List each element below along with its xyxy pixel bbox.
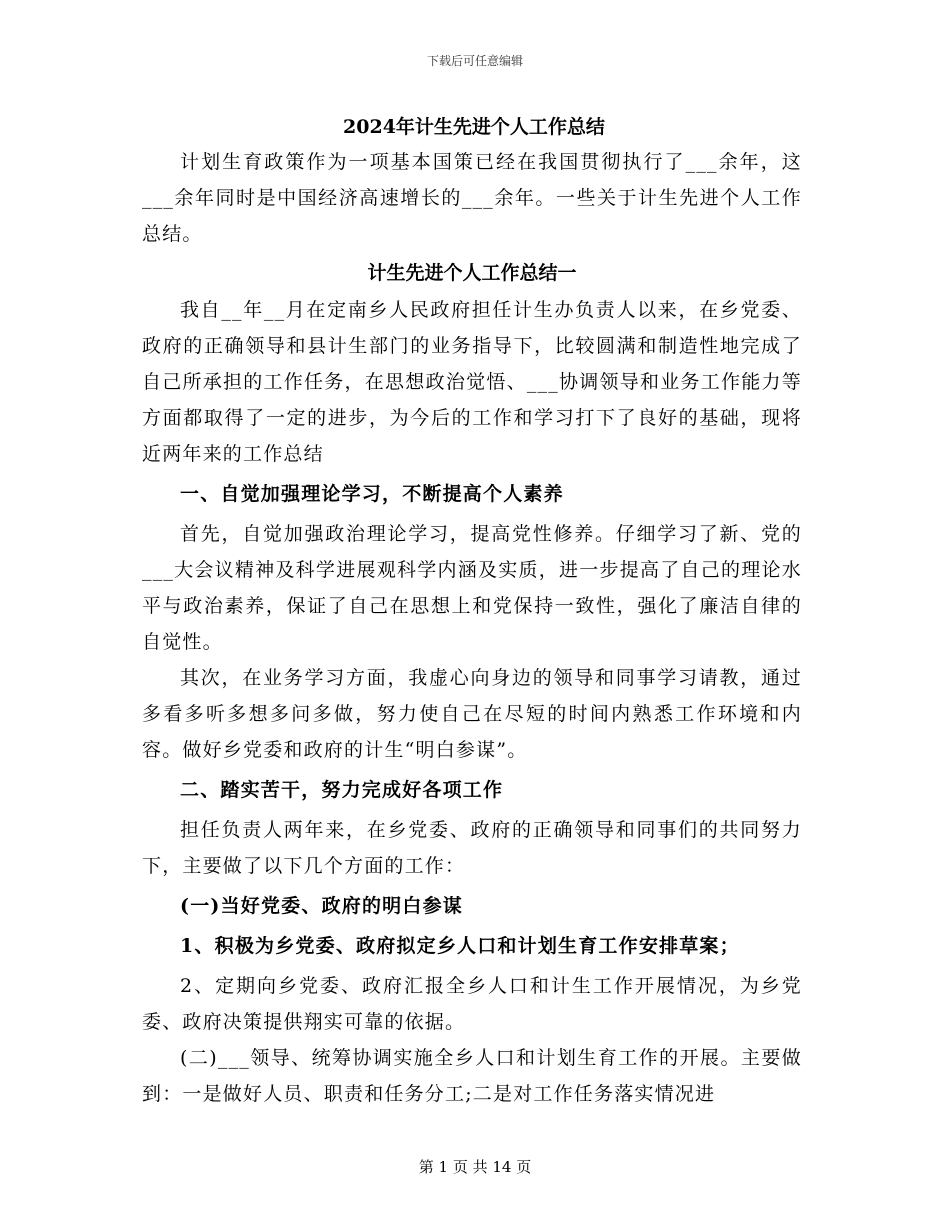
heading-3: (一)当好党委、政府的明白参谋 xyxy=(180,895,463,917)
paragraph-1: 我自__年__月在定南乡人民政府担任计生办负责人以来，在乡党委、政府的正确领导和县计生部门的业务指导下，比较圆满和制造性地完成了自己所承担的工作任务，在思想政治觉悟、___协调领导和业务工作能力等方面都取得了一定的进步，为今后的工作和学习打下了良好的基础，现将近两年来的工作总结 xyxy=(142,299,802,465)
intro-paragraph: 计划生育政策作为一项基本国策已经在我国贯彻执行了___余年，这___余年同时是中国经济高速增长的___余年。一些关于计生先进个人工作总结。 xyxy=(142,151,802,245)
heading-1: 一、自觉加强理论学习，不断提高个人素养 xyxy=(180,483,564,505)
paragraph-7: (二)___领导、统筹协调实施全乡人口和计划生育工作的开展。主要做到：一是做好人员、职责和任务分工;二是对工作任务落实情况进 xyxy=(142,1047,802,1105)
document-title: 2024年计生先进个人工作总结 xyxy=(343,116,605,138)
item-1: 1、积极为乡党委、政府拟定乡人口和计划生育工作安排草案； xyxy=(180,935,740,957)
heading-2: 二、踏实苦干，努力完成好各项工作 xyxy=(180,779,504,801)
header-note: 下载后可任意编辑 xyxy=(426,54,523,68)
paragraph-3: 其次，在业务学习方面，我虚心向身边的领导和同事学习请教，通过多看多听多想多问多做，努力使自己在尽短的时间内熟悉工作环境和内容。做好乡党委和政府的计生“明白参谋”。 xyxy=(142,667,802,761)
item-2: 2、定期向乡党委、政府汇报全乡人口和计生工作开展情况，为乡党委、政府决策提供翔实可靠的依据。 xyxy=(142,975,802,1033)
page-footer: 第 1 页 共 14 页 xyxy=(418,1158,532,1176)
document-body xyxy=(142,110,802,1112)
paragraph-4: 担任负责人两年来，在乡党委、政府的正确领导和同事们的共同努力下，主要做了以下几个方面的工作： xyxy=(142,819,802,877)
paragraph-2: 首先，自觉加强政治理论学习，提高党性修养。仔细学习了新、党的___大会议精神及科学进展观科学内涵及实质，进一步提高了自己的理论水平与政治素养，保证了自己在思想上和党保持一致性，强化了廉洁自律的自觉性。 xyxy=(142,523,802,653)
section-subtitle: 计生先进个人工作总结一 xyxy=(367,262,577,284)
